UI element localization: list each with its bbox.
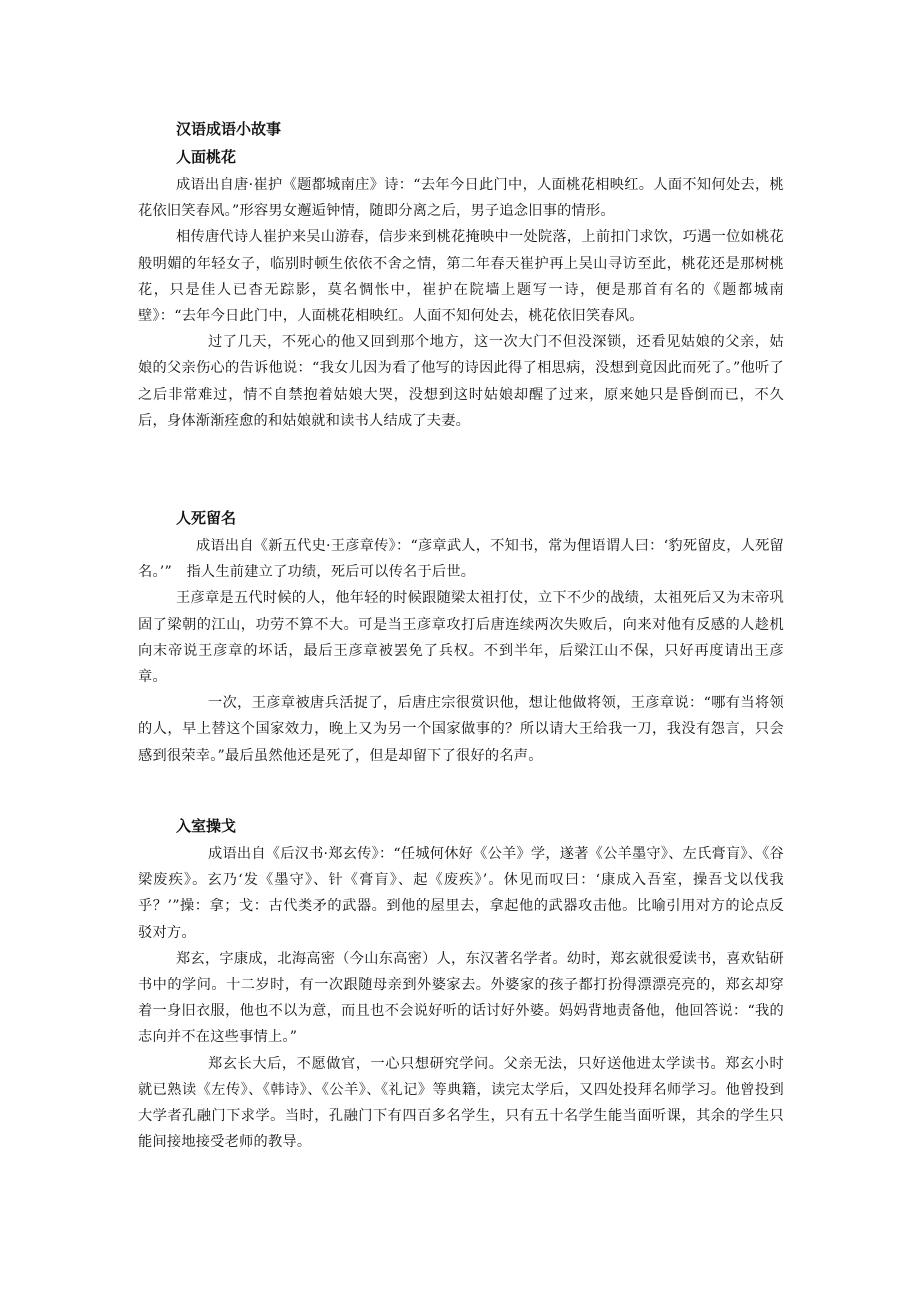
section-ren-si-liu-ming <box>138 507 784 769</box>
document-title: 汉语成语小故事 <box>176 120 282 138</box>
paragraph: 成语出自唐·崔护《题都城南庄》诗：“去年今日此门中，人面桃花相映红。人面不知何处去，桃花依旧笑春风。”形容男女邂逅钟情，随即分离之后，男子追念旧事的情形。 <box>138 177 784 220</box>
paragraph: 郑玄长大后，不愿做官，一心只想研究学问。父亲无法，只好送他进太学读书。郑玄小时就已熟读《左传》、《韩诗》、《公羊》、《礼记》等典籍，读完太学后，又四处投拜名师学习。他曾投到大学者孔融门下求学。当时，孔融门下有四百多名学生，只有五十名学生能当面听课，其余的学生只能间接地接受老师的教导。 <box>138 1055 784 1151</box>
section-ru-shi-cao-ge <box>138 815 784 1155</box>
paragraph: 过了几天，不死心的他又回到那个地方，这一次大门不但没深锁，还看见姑娘的父亲，姑娘的父亲伤心的告诉他说：“我女儿因为看了他写的诗因此得了相思病，没想到竟因此而死了。”他听了之后非常难过，情不自禁抱着姑娘大哭，没想到这时姑娘却醒了过来，原来她只是昏倒而已，不久后，身体渐渐痊愈的和姑娘就和读书人结成了夫妻。 <box>138 334 784 429</box>
paragraph: 一次，王彦章被唐兵活捉了，后唐庄宗很赏识他，想让他做将领，王彦章说：“哪有当将领的人，早上替这个国家效力，晚上又为另一个国家做事的？所以请大王给我一刀，我没有怨言，只会感到很荣幸。”最后虽然他还是死了，但是却留下了很好的名声。 <box>138 695 784 764</box>
section-ren-mian-tao-hua <box>138 146 784 434</box>
paragraph: 王彦章是五代时候的人，他年轻的时候跟随梁太祖打仗，立下不少的战绩，太祖死后又为末帝巩固了梁朝的江山，功劳不算不大。可是当王彦章攻打后唐连续两次失败后，向来对他有反感的人趁机向末帝说王彦章的坏话，最后王彦章被罢免了兵权。不到半年，后梁江山不保，只好再度请出王彦章。 <box>138 590 784 686</box>
paragraph: 郑玄，字康成，北海高密（今山东高密）人，东汉著名学者。幼时，郑玄就很爱读书，喜欢钻研书中的学问。十二岁时，有一次跟随母亲到外婆家去。外婆家的孩子都打扮得漂漂亮亮的，郑玄却穿着一身旧衣服，他也不以为意，而且也不会说好听的话讨好外婆。妈妈背地责备他，他回答说：“我的志向并不在这些事情上。” <box>138 950 784 1046</box>
paragraph: 成语出自《新五代史·王彦章传》：“彦章武人，不知书，常为俚语谓人曰：‘豹死留皮，人死留名。’” 指人生前建立了功绩，死后可以传名于后世。 <box>138 538 784 581</box>
paragraph: 相传唐代诗人崔护来吴山游春，信步来到桃花掩映中一处院落，上前扣门求饮，巧遇一位如桃花般明媚的年轻女子，临别时顿生依依不舍之情，第二年春天崔护再上吴山寻访至此，桃花还是那树桃花，只是佳人已杳无踪影，莫名惆怅中，崔护在院墙上题写一诗，便是那首有名的《题都城南壁》：“去年今日此门中，人面桃花相映红。人面不知何处去，桃花依旧笑春风。 <box>138 229 784 325</box>
section-heading: 入室操戈 <box>176 817 237 835</box>
section-heading: 人死留名 <box>176 509 237 527</box>
paragraph: 成语出自《后汉书·郑玄传》：“任城何休好《公羊》学，遂著《公羊墨守》、左氏膏肓》、《谷梁废疾》。玄乃‘发《墨守》、针《膏肓》、起《废疾》’。休见而叹曰：‘康成入吾室，操吾戈以伐我乎？’”操：拿；戈：古代类矛的武器。到他的屋里去，拿起他的武器攻击他。比喻引用对方的论点反驳对方。 <box>138 846 784 941</box>
section-heading: 人面桃花 <box>176 148 237 166</box>
